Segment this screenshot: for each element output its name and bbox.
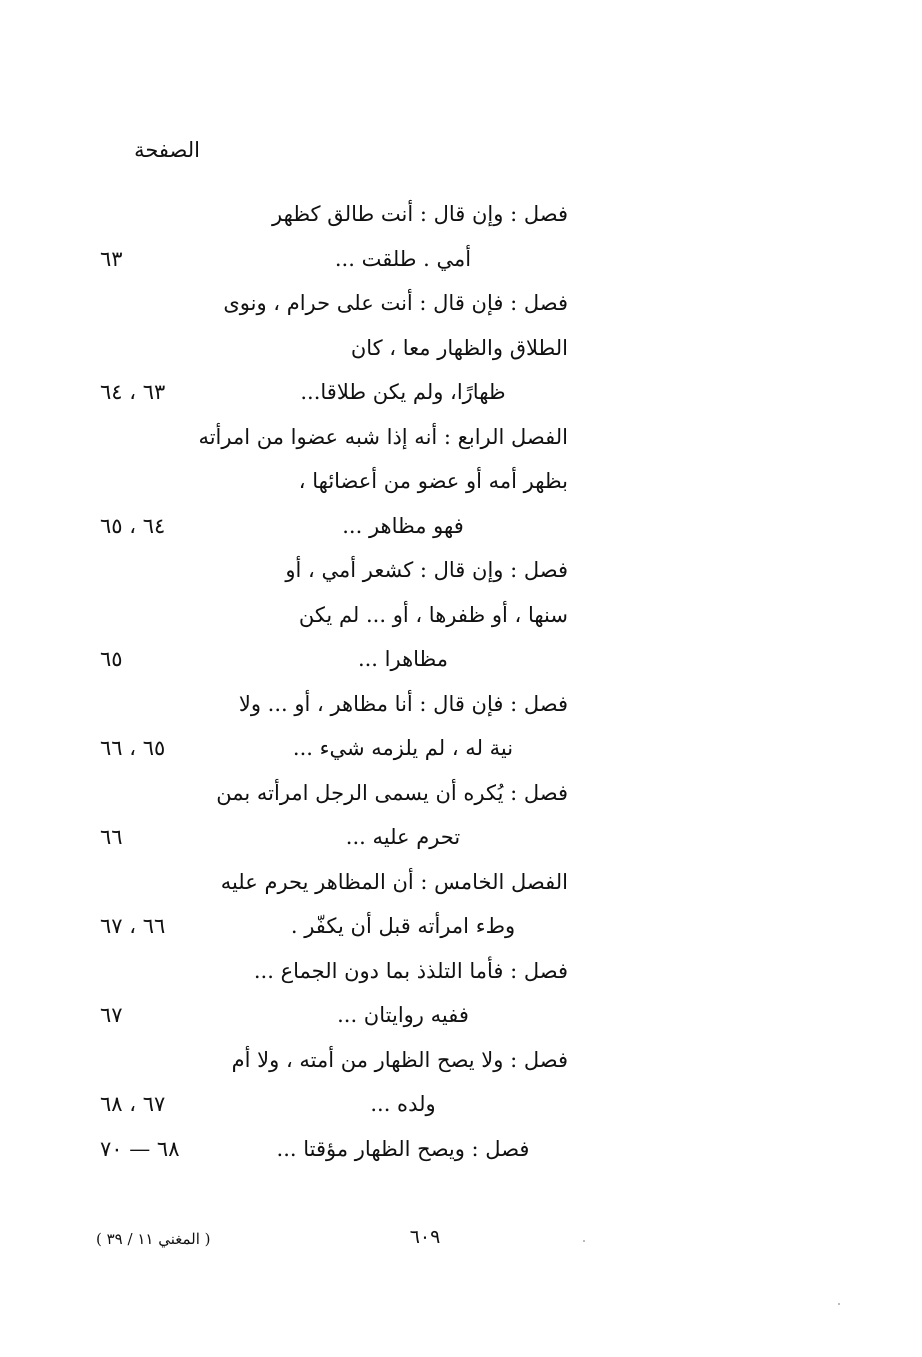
index-entry-text: مظاهرا ... (357, 647, 449, 671)
index-entry-page (100, 463, 218, 499)
index-entry-text: فصل : وإن قال : أنت طالق كظهر (272, 202, 568, 226)
index-entry-text: ولده ... (370, 1092, 436, 1116)
index-entry-page: ٦٨ — ٧٠ (100, 1137, 180, 1161)
index-entry-text: وطء امرأته قبل أن يكفّر . (290, 914, 516, 938)
index-entry-page (100, 686, 218, 722)
index-entry-text: فصل : وإن قال : كشعر أمي ، أو (285, 558, 568, 582)
index-entry-page (100, 597, 218, 633)
index-entry-page (100, 196, 218, 232)
index-entry-text: فصل : فإن قال : أنا مظاهر ، أو ... ولا (238, 692, 568, 716)
index-entry-text: الفصل الخامس : أن المظاهر يحرم عليه (220, 870, 568, 894)
index-entry-text: الطلاق والظهار معا ، كان (350, 336, 568, 360)
index-entry-page: ٦٣ (100, 247, 123, 271)
index-entry-page (100, 1042, 218, 1078)
scan-speck (838, 1303, 840, 1305)
index-entry-text: فصل : يُكره أن يسمى الرجل امرأته بمن (216, 781, 568, 805)
index-entry-page: ٦٦ ، ٦٧ (100, 914, 166, 938)
index-entry-text: فصل : ولا يصح الظهار من أمته ، ولا أم (231, 1048, 568, 1072)
index-entry-text: ففيه روايتان ... (337, 1003, 469, 1027)
index-entry-page: ٦٥ ، ٦٦ (100, 736, 166, 760)
index-entry-page (100, 330, 218, 366)
page-number: ٦٠٩ (409, 1226, 441, 1248)
index-entry-page (100, 552, 218, 588)
index-entry-text: بظهر أمه أو عضو من أعضائها ، (298, 469, 568, 493)
index-entry-page: ٦٧ (100, 1003, 123, 1027)
index-entry-text: فصل : فإن قال : أنت على حرام ، ونوى (223, 291, 568, 315)
index-entry-page: ٦٤ ، ٦٥ (100, 514, 166, 538)
index-entry-text: فهو مظاهر ... (342, 514, 464, 538)
scan-speck (583, 1240, 585, 1242)
index-entry-page (100, 953, 218, 989)
index-entry-page: ٦٣ ، ٦٤ (100, 380, 166, 404)
volume-reference: ( المغني ١١ / ٣٩ ) (96, 1230, 211, 1248)
index-entry-page (100, 419, 218, 455)
index-entry-page (100, 285, 218, 321)
index-entry-text: نية له ، لم يلزمه شيء ... (292, 736, 514, 760)
index-entry-text: سنها ، أو ظفرها ، أو ... لم يكن (298, 603, 568, 627)
index-entry-page (100, 775, 218, 811)
index-entry-text: تحرم عليه ... (345, 825, 461, 849)
index-entry-text: فصل : ويصح الظهار مؤقتا ... (276, 1137, 530, 1161)
index-entry-page: ٦٦ (100, 825, 123, 849)
index-entry-text: ظهارًا، ولم يكن طلاقا... (300, 380, 506, 404)
index-entry-page: ٦٧ ، ٦٨ (100, 1092, 166, 1116)
page-column-heading: الصفحة (134, 138, 200, 162)
index-entry-text: فصل : فأما التلذذ بما دون الجماع ... (253, 959, 568, 983)
index-entry-text: الفصل الرابع : أنه إذا شبه عضوا من امرأته (198, 425, 568, 449)
index-entry-page (100, 864, 218, 900)
index-entry-page: ٦٥ (100, 647, 123, 671)
index-entry-text: أمي . طلقت ... (334, 247, 472, 271)
